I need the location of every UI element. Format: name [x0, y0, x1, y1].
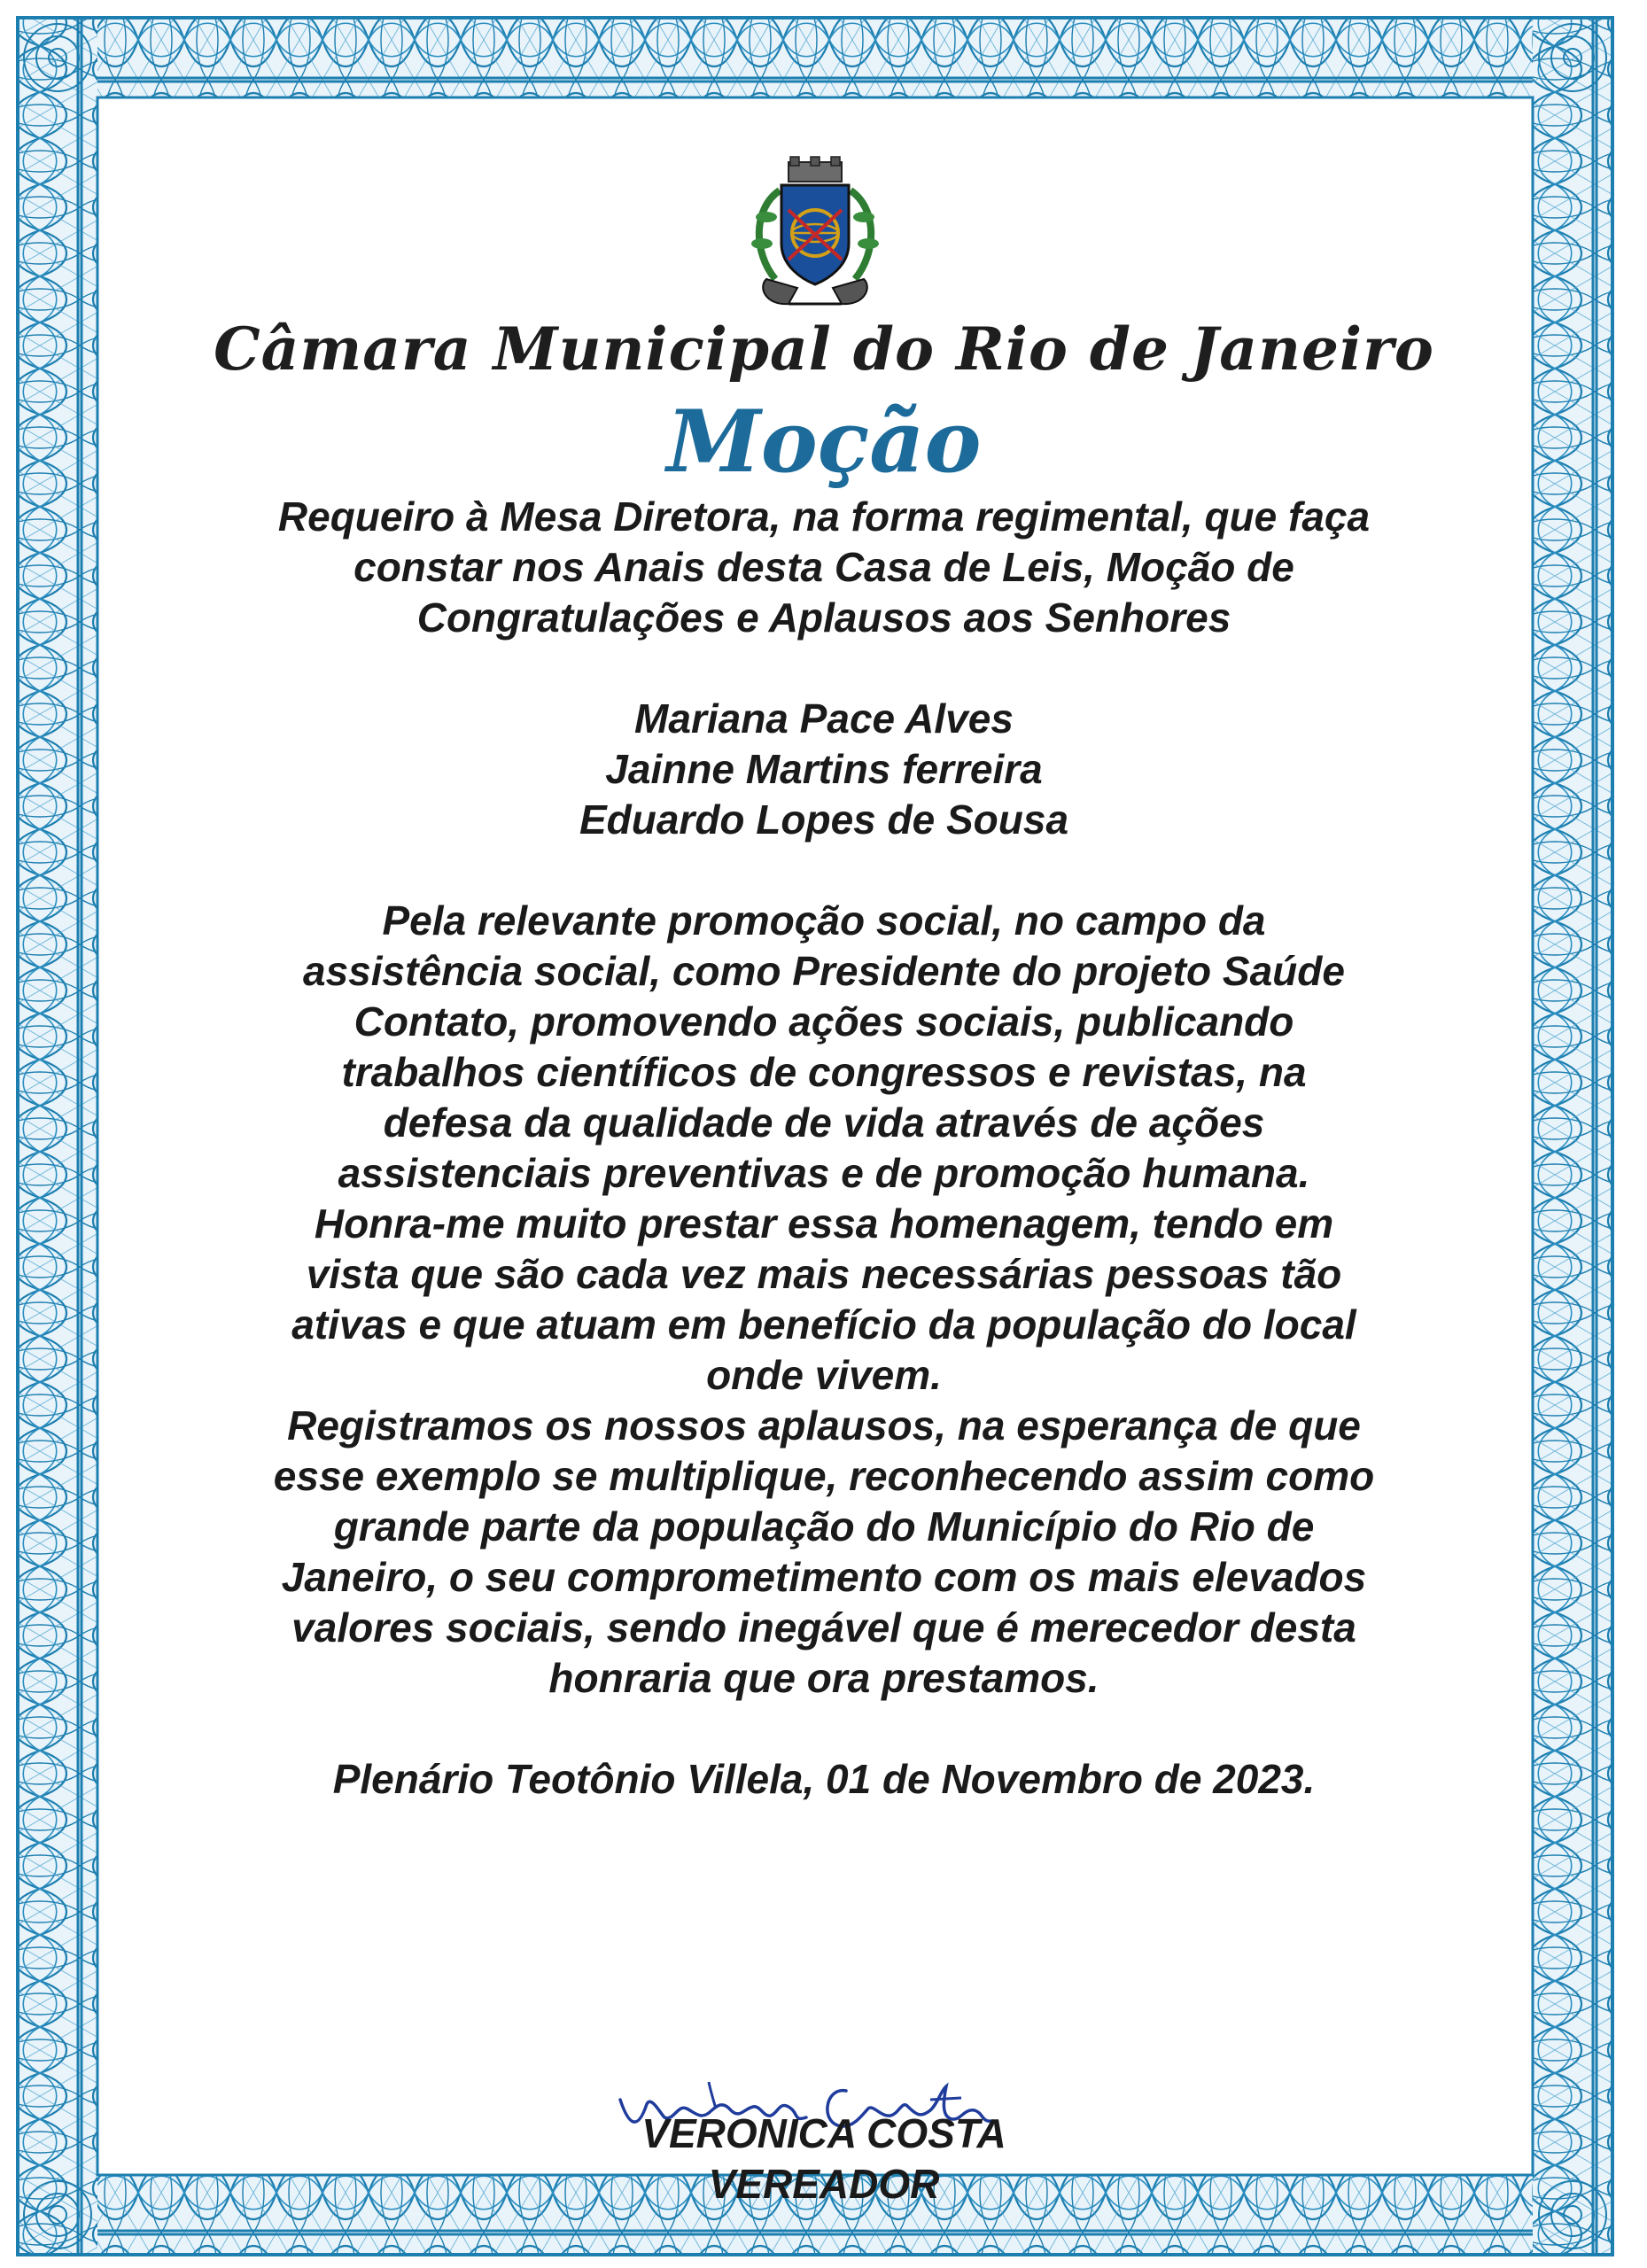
body-line: defesa da qualidade de vida através de ações — [383, 1099, 1265, 1146]
body-line: esse exemplo se multiplique, reconhecendo assim como — [273, 1452, 1375, 1499]
body-line: valores sociais, sendo inegável que é merecedor desta — [291, 1604, 1356, 1651]
document-title: Moção — [666, 392, 982, 493]
place-date: Plenário Teotônio Villela, 01 de Novembro de 2023. — [332, 1755, 1316, 1802]
body-line: Janeiro, o seu comprometimento com os mais elevados — [281, 1553, 1367, 1600]
intro-line: Requeiro à Mesa Diretora, na forma regimental, que faça — [277, 493, 1371, 540]
body-line: assistenciais preventivas e de promoção humana. — [338, 1149, 1310, 1196]
body-line: Contato, promovendo ações sociais, publicando — [353, 998, 1294, 1045]
body-line: Honra-me muito prestar essa homenagem, tendo em — [314, 1200, 1334, 1247]
signatory-block — [133, 2109, 1515, 2210]
intro-paragraph — [133, 492, 1515, 643]
intro-line: Congratulações e Aplausos aos Senhores — [416, 594, 1231, 641]
body-line: onde vivem. — [706, 1351, 942, 1398]
body-line: honraria que ora prestamos. — [548, 1654, 1099, 1701]
honoree-name: Eduardo Lopes de Sousa — [579, 796, 1069, 843]
body-line: ativas e que atuam em benefício da população do local — [291, 1301, 1356, 1348]
signatory-name: VERONICA COSTA — [641, 2110, 1006, 2156]
honoree-name: Mariana Pace Alves — [634, 695, 1014, 742]
body-line: trabalhos científicos de congressos e revistas, na — [341, 1048, 1307, 1095]
body-line: Pela relevante promoção social, no campo da — [382, 897, 1266, 944]
certificate-content — [133, 315, 1515, 1805]
body-line: assistência social, como Presidente do projeto Saúde — [303, 947, 1345, 994]
signatory-role: VEREADOR — [708, 2161, 940, 2207]
body-line: Registramos os nossos aplausos, na esperança de que — [287, 1402, 1361, 1449]
honorees-list — [133, 694, 1515, 845]
body-paragraph — [133, 896, 1515, 1704]
institution-name: Câmara Municipal do Rio de Janeiro — [214, 315, 1434, 384]
honoree-name: Jainne Martins ferreira — [605, 745, 1043, 792]
body-line: grande parte da população do Município do Rio de — [333, 1503, 1315, 1550]
intro-line: constar nos Anais desta Casa de Leis, Moção de — [353, 543, 1294, 590]
body-line: vista que são cada vez mais necessárias pessoas tão — [306, 1250, 1342, 1297]
coat-of-arms-icon — [726, 155, 904, 315]
